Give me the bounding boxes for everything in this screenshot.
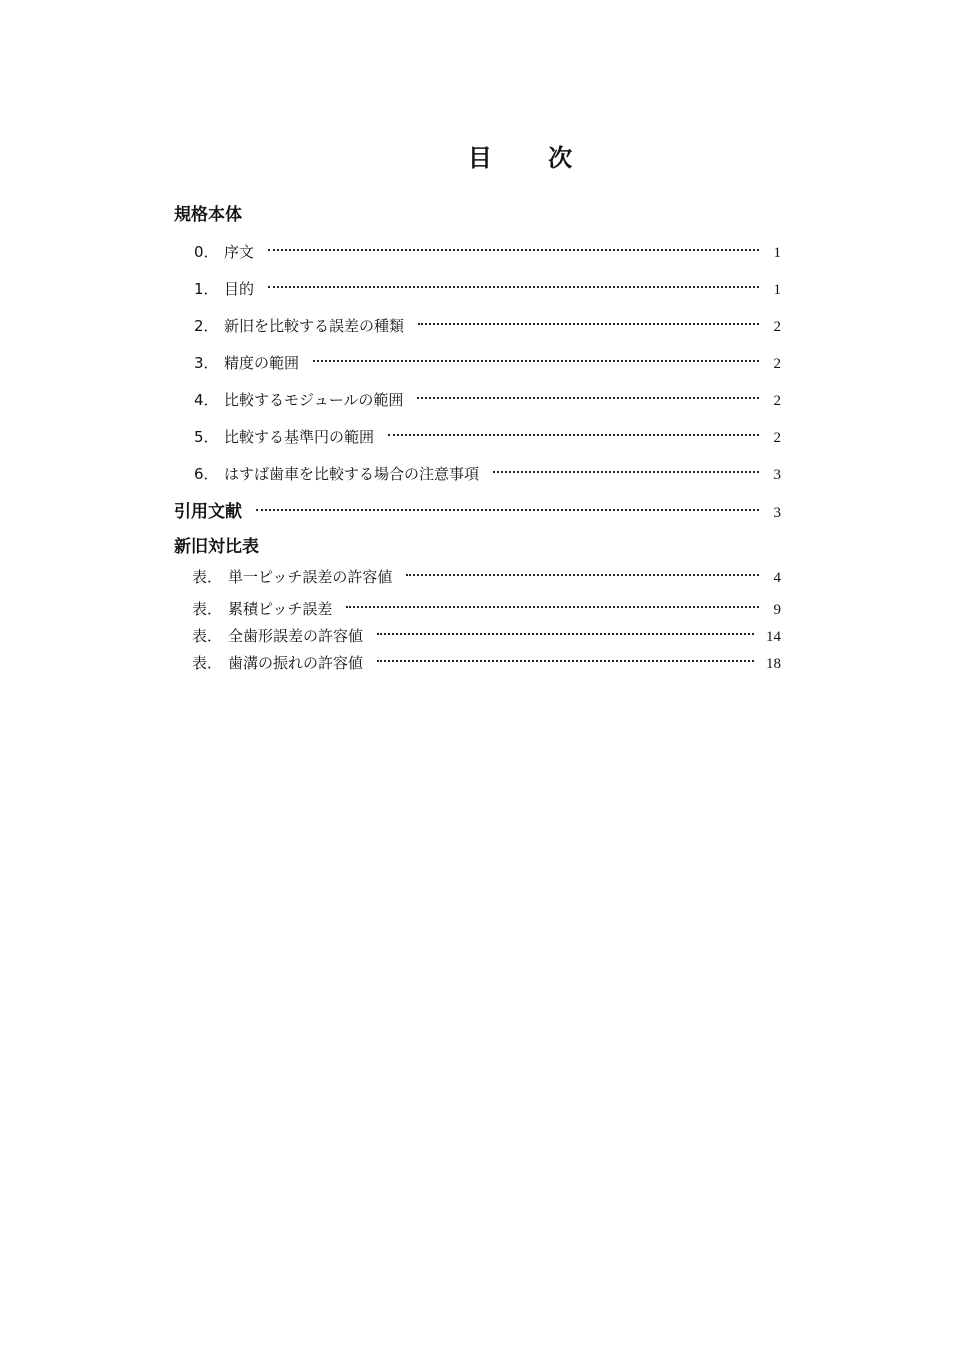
title-part-1: 目 [467,144,492,172]
toc-entry-number: 5． [194,428,219,446]
toc-entry-label: 新旧を比較する誤差の種類 [224,317,405,335]
toc-entry-page: 2 [773,430,781,446]
toc-entry[interactable] [192,653,781,674]
toc-entry[interactable] [194,427,781,448]
dot-leader [388,434,759,436]
dot-leader [268,286,759,288]
section-heading-comparison: 新旧対比表 [174,537,259,557]
toc-entry-label: 単一ピッチ誤差の許容値 [228,568,393,586]
toc-entry-label: 序文 [224,243,255,261]
dot-leader [268,249,759,251]
dot-leader [377,633,754,635]
toc-entry-label: 比較するモジュールの範囲 [224,391,404,409]
dot-leader [417,397,759,399]
toc-entry-page: 14 [766,629,781,645]
toc-entry-references[interactable] [174,502,781,523]
dot-leader [493,471,759,473]
toc-entry-label: 全歯形誤差の許容値 [228,627,364,645]
toc-entry[interactable] [194,353,781,374]
toc-entry-number: 6． [194,465,219,483]
toc-entry[interactable] [194,464,781,485]
toc-entry-number: 4． [194,391,219,409]
page-title [0,138,960,173]
toc-entry[interactable] [194,316,781,337]
toc-entry-prefix: 表． [192,654,223,672]
toc-entry-number: 2． [194,317,219,335]
toc-entry-label: 歯溝の振れの許容値 [228,654,364,672]
section-heading-references: 引用文献 [174,502,242,522]
dot-leader [406,574,759,576]
toc-entry-number: 3． [194,354,219,372]
toc-entry-label: 累積ピッチ誤差 [228,600,333,618]
title-part-2: 次 [548,144,573,172]
toc-entry-label: 比較する基準円の範囲 [224,428,375,446]
toc-entry[interactable] [194,279,781,300]
toc-entry-label: はすば歯車を比較する場合の注意事項 [224,465,480,483]
toc-entry-page: 4 [773,570,781,586]
toc-entry-page: 3 [773,505,781,521]
toc-entry[interactable] [192,567,781,588]
toc-entry-page: 9 [773,602,781,618]
toc-entry-page: 1 [773,245,781,261]
dot-leader [377,660,754,662]
toc-entry[interactable] [192,626,781,647]
toc-entry-label: 精度の範囲 [224,354,300,372]
dot-leader [418,323,759,325]
toc-entry-page: 18 [766,656,781,672]
dot-leader [313,360,759,362]
dot-leader [256,509,759,511]
toc-entry-number: 0． [194,243,219,261]
toc-entry-label: 目的 [224,280,255,298]
toc-entry-page: 2 [773,393,781,409]
toc-entry-prefix: 表． [192,568,223,586]
dot-leader [346,606,759,608]
toc-entry-page: 2 [773,356,781,372]
toc-entry-prefix: 表． [192,627,223,645]
toc-entry-page: 1 [773,282,781,298]
toc-entry[interactable] [192,599,781,620]
toc-entry-prefix: 表． [192,600,223,618]
toc-entry[interactable] [194,390,781,411]
toc-entry-page: 2 [773,319,781,335]
toc-entry-number: 1． [194,280,219,298]
toc-entry[interactable] [194,242,781,263]
toc-entry-page: 3 [773,467,781,483]
section-heading-main-body: 規格本体 [174,205,242,225]
